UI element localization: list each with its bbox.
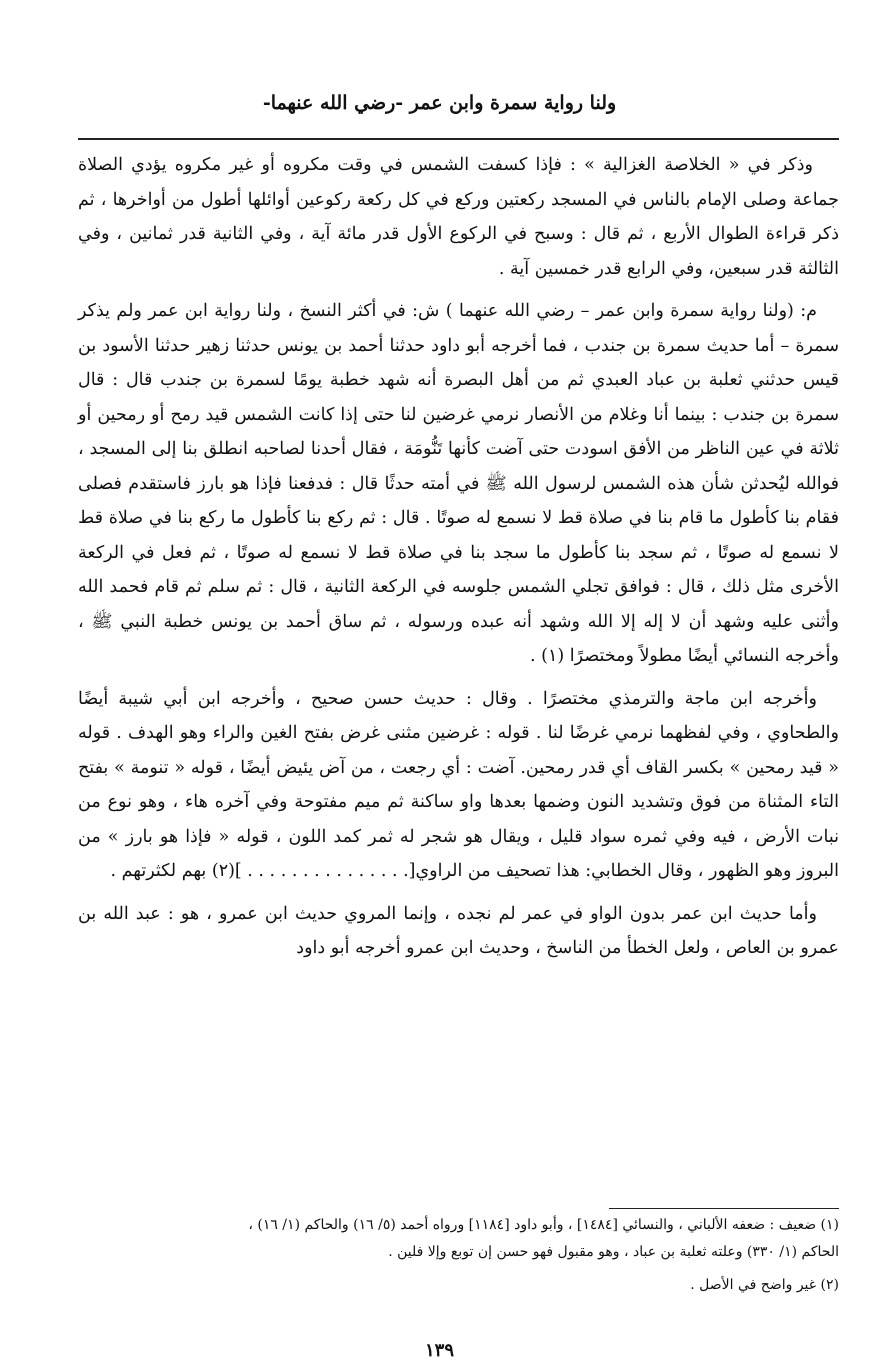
footnote-1-line-1: (١) ضعيف : ضعفه الألباني ، والنسائي [١٤٨٤] ، وأبو داود [١١٨٤] ورواه أحمد (٥/ ١٦) والحاكم (١/ ١٦) ، bbox=[248, 1217, 839, 1233]
body-text bbox=[78, 148, 839, 974]
paragraph-4: وأما حديث ابن عمر بدون الواو في عمر لم نجده ، وإنما المروي حديث ابن عمرو ، هو : عبد الله بن عمرو بن العاص ، ولعل الخطأ من الناسخ ، وحديث ابن عمرو أخرجه أبو داود bbox=[78, 903, 839, 958]
paragraph-2: م: (ولنا رواية سمرة وابن عمر – رضي الله عنهما ) ش: في أكثر النسخ ، ولنا رواية ابن عمر ولم يذكر سمرة – أما حديث سمرة بن جندب ، فما أخرجه أبو داود حدثنا أحمد بن يونس حدثنا زهير حدثنا الأسود بن قيس حدثني ثعلبة بن عباد العبدي ثم من أهل البصرة أنه شهد خطبة يومًا لسمرة بن جندب قال : قال سمرة بن جندب : بينما أنا وغلام من الأنصار نرمي غرضين لنا حتى إذا كانت الشمس قيد رمح أو رمحين أو ثلاثة في عين الناظر من الأفق اسودت حتى آضت كأنها تَنُّومَة ، فقال أحدنا لصاحبه انطلق بنا إلى المسجد ، فوالله ليُحدثن شأن هذه الشمس لرسول الله ﷺ في أمته حدثًا قال : فدفعنا فإذا هو بارز فاستقدم فصلى فقام بنا كأطول ما قام بنا في صلاة قط لا نسمع له صوتًا . قال : ثم ركع بنا كأطول ما ركع بنا في صلاة قط لا نسمع له صوتًا ، ثم سجد بنا كأطول ما سجد بنا في صلاة قط لا نسمع له صوتًا ، ثم فعل في الركعة الأخرى مثل ذلك ، قال : فوافق تجلي الشمس جلوسه في الركعة الثانية ، قال : ثم سلم ثم قام فحمد الله وأثنى عليه وشهد أن لا إله إلا الله وشهد أنه عبده ورسوله ، ثم ساق أحمد بن يونس خطبة النبي ﷺ ، وأخرجه النسائي أيضًا مطولاً ومختصرًا (١) . bbox=[78, 301, 839, 666]
paragraph-1: وذكر في « الخلاصة الغزالية » : فإذا كسفت الشمس في وقت مكروه أو غير مكروه يؤدي الصلاة جماعة وصلى الإمام بالناس في المسجد ركعتين وركع في كل ركعة ركوعين أوائلها أطول من أواخرها ، ثم ذكر قراءة الطوال الأربع ، ثم قال : وسبح في الركوع الأول قدر مائة آية ، وفي الثانية قدر ثمانين ، وفي الثالثة قدر سبعين، وفي الرابع قدر خمسين آية . bbox=[78, 155, 839, 279]
footnote-rule bbox=[609, 1208, 839, 1209]
page-number: ١٣٩ bbox=[424, 1340, 454, 1361]
footnote-1-line-2: الحاكم (١/ ٣٣٠) وعلته ثعلبة بن عباد ، وهو مقبول فهو حسن إن توبع وإلا فلين . bbox=[388, 1244, 839, 1260]
footnotes bbox=[78, 1212, 839, 1299]
running-header: ولنا رواية سمرة وابن عمر -رضي الله عنهما- bbox=[262, 92, 617, 114]
footnote-2: (٢) غير واضح في الأصل . bbox=[690, 1277, 839, 1293]
header-rule bbox=[78, 138, 839, 140]
paragraph-3: وأخرجه ابن ماجة والترمذي مختصرًا . وقال : حديث حسن صحيح ، وأخرجه ابن أبي شيبة أيضًا والطحاوي ، وفي لفظهما نرمي غرضًا لنا . قوله : غرضين مثنى غرض بفتح الغين والراء وهو الهدف . قوله « قيد رمحين » بكسر القاف أي قدر رمحين. آضت : أي رجعت ، من آض يئيض أيضًا ، قوله « تنومة » بفتح التاء المثناة من فوق وتشديد النون وضمها بعدها واو ساكنة ثم ميم مفتوحة وفي آخره هاء ، وهو نوع من نبات الأرض ، فيه وفي ثمره سواد قليل ، ويقال هو شجر له ثمر كمد اللون ، قوله « فإذا هو بارز » من البروز وهو الظهور ، وقال الخطابي: هذا تصحيف من الراوي[. . . . . . . . . . . . . . . ](٢) بهم لكثرتهم . bbox=[78, 688, 839, 881]
